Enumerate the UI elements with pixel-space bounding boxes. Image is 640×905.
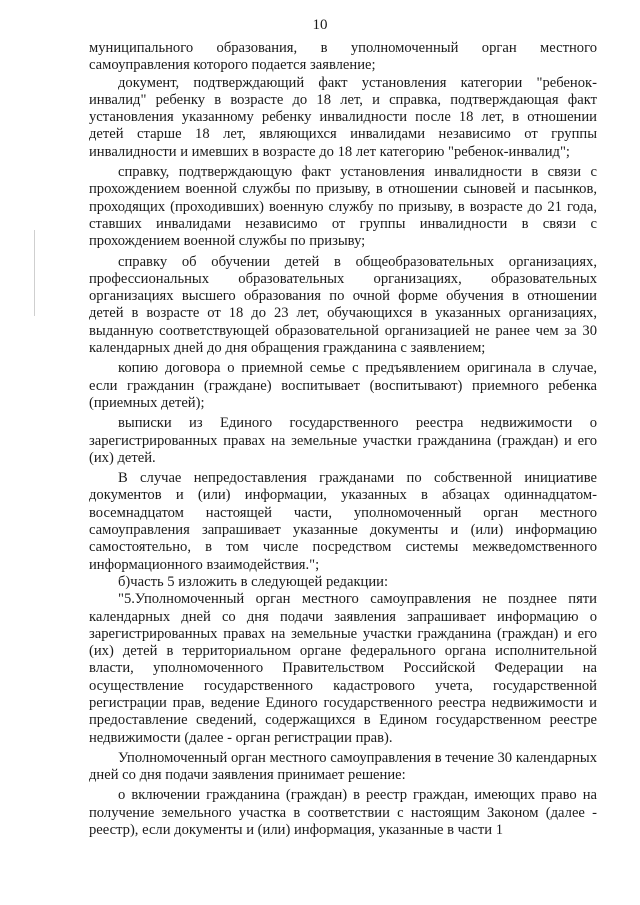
paragraph-municipal-formation: муниципального образования, в уполномоченный орган местного самоуправления которого подается заявление; (89, 40, 597, 74)
paragraph-education-certificate: справку об обучении детей в общеобразовательных организациях, профессиональных образовательных организациях, образовательных организациях высшего образования по очной форме обучения в отношении детей в возрасте от 18 до 23 лет, обучающихся в указанных организациях, выданную соответствующей образовательной организацией не ранее чем за 30 календарных дней до дня обращения гражданина с заявлением; (89, 253, 597, 357)
paragraph-foster-family-contract: копию договора о приемной семье с предъявлением оригинала в случае, если гражданин (граждане) воспитывает (воспитывают) приемного ребенка (приемных детей); (89, 360, 597, 411)
paragraph-interagency-request: В случае непредоставления гражданами по собственной инициативе документов и (или) информации, указанных в абзацах одиннадцатом-восемнадцатом настоящей части, уполномоченный орган местного самоуправления запрашивает указанные документы и (или) информацию самостоятельно, в том числе посредством системы межведомственного информационного взаимодействия."; (89, 470, 597, 573)
paragraph-real-estate-registry-extract: выписки из Единого государственного реестра недвижимости о зарегистрированных правах на земельные участки гражданина (граждан) и его (их) детей. (89, 415, 597, 466)
document-body (89, 40, 597, 839)
margin-mark (34, 230, 35, 316)
paragraph-decision-deadline: Уполномоченный орган местного самоуправления в течение 30 календарных дней со дня подачи заявления принимает решение: (89, 749, 597, 784)
paragraph-part-5-amendment: б)часть 5 изложить в следующей редакции: (118, 573, 389, 590)
paragraph-part-5-text: "5.Уполномоченный орган местного самоуправления не позднее пяти календарных дней со дня подачи заявления запрашивает информацию о зарегистрированных правах на земельные участки гражданина (граждан) и его (их) детей в территориальном органе федерального органа исполнительной власти, уполномоченного Правительством Российской Федерации на осуществление государственного кадастрового учета, государственной регистрации прав, ведение Единого государственного реестра недвижимости и предоставление сведений, содержащихся в Едином государственном реестре недвижимости (далее - орган регистрации прав). (89, 591, 597, 746)
paragraph-inclusion-in-registry: о включении гражданина (граждан) в реестр граждан, имеющих право на получение земельного участка в соответствии с настоящим Законом (далее - реестр), если документы и (или) информация, указанные в части 1 (89, 787, 597, 839)
paragraph-military-disability-certificate: справку, подтверждающую факт установления инвалидности в связи с прохождением военной службы по призыву, в отношении сыновей и пасынков, проходящих (проходивших) военную службу по призыву, в возрасте до 21 года, ставших инвалидами независимо от группы инвалидности в связи с прохождением военной службы по призыву; (89, 164, 597, 250)
page-number: 10 (312, 17, 328, 33)
paragraph-disabled-child-document: документ, подтверждающий факт установления категории "ребенок-инвалид" ребенку в возрасте до 18 лет, и справка, подтверждающая факт установления указанному ребенку инвалидности после 18 лет, в отношении детей старше 18 лет, являющихся инвалидами независимо от группы инвалидности и имевших в возрасте до 18 лет категорию "ребенок-инвалид"; (89, 74, 597, 160)
